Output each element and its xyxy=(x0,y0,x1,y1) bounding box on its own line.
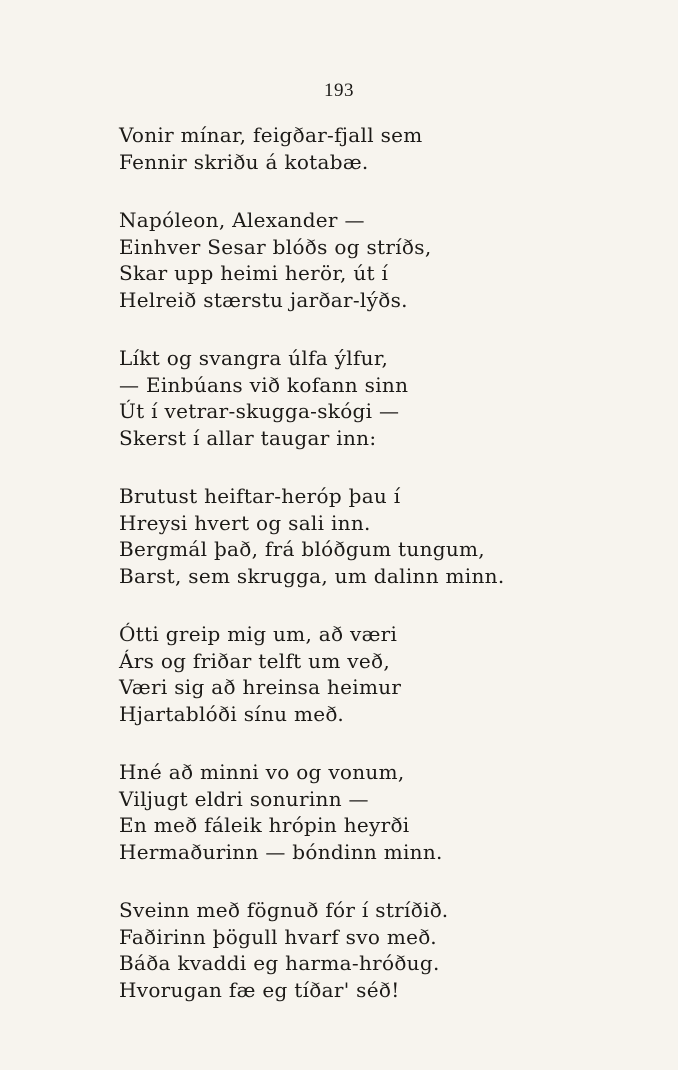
poem-line: Hvorugan fæ eg tíðar' séð! xyxy=(119,977,400,1002)
poem-line: Barst, sem skrugga, um dalinn minn. xyxy=(119,563,505,588)
poem-line: Ótti greip mig um, að væri xyxy=(119,622,398,646)
poem-line: Hné að minni vo og vonum, xyxy=(119,760,405,784)
poem-line: Einhver Sesar blóðs og stríðs, xyxy=(119,234,432,259)
poem-line: Báða kvaddi eg harma-hróðug. xyxy=(119,951,440,975)
poem-line: Sveinn með fögnuð fór í stríðið. xyxy=(119,898,449,922)
poem-line: Vonir mínar, feigðar-fjall sem xyxy=(119,123,423,147)
poem-line: Brutust heiftar-heróp þau í xyxy=(119,484,401,508)
poem-line: Bergmál það, frá blóðgum tungum, xyxy=(119,537,485,561)
page-number: 193 xyxy=(324,80,354,101)
poem-line: Út í vetrar-skugga-skógi — xyxy=(119,399,400,423)
stanza-6 xyxy=(119,759,659,865)
poem-line: Árs og friðar telft um veð, xyxy=(119,648,390,673)
stanza-5 xyxy=(119,621,659,727)
poem-line: — Einbúans við kofann sinn xyxy=(119,372,409,397)
poem-line: Helreið stærstu jarðar-lýðs. xyxy=(119,287,408,312)
poem-line: Skar upp heimi herör, út í xyxy=(119,261,389,285)
poem-line: Hermaðurinn — bóndinn minn. xyxy=(119,839,443,864)
poem-line: Líkt og svangra úlfa ýlfur, xyxy=(119,346,389,370)
poem-line: Faðirinn þögull hvarf svo með. xyxy=(119,924,437,949)
stanza-3 xyxy=(119,345,659,451)
poem-line: Hreysi hvert og sali inn. xyxy=(119,510,371,535)
poem-line: Fennir skriðu á kotabæ. xyxy=(119,149,369,174)
stanza-4 xyxy=(119,483,659,589)
poem-line: Viljugt eldri sonurinn — xyxy=(119,786,369,811)
poem-line: En með fáleik hrópin heyrði xyxy=(119,813,410,837)
poem-line: Væri sig að hreinsa heimur xyxy=(119,675,402,699)
poem-line: Skerst í allar taugar inn: xyxy=(119,425,377,450)
stanza-7 xyxy=(119,897,659,1003)
stanza-2 xyxy=(119,207,659,313)
stanza-1 xyxy=(119,122,659,175)
poem xyxy=(119,122,659,1035)
poem-line: Napóleon, Alexander — xyxy=(119,208,365,232)
poem-line: Hjartablóði sínu með. xyxy=(119,701,345,726)
